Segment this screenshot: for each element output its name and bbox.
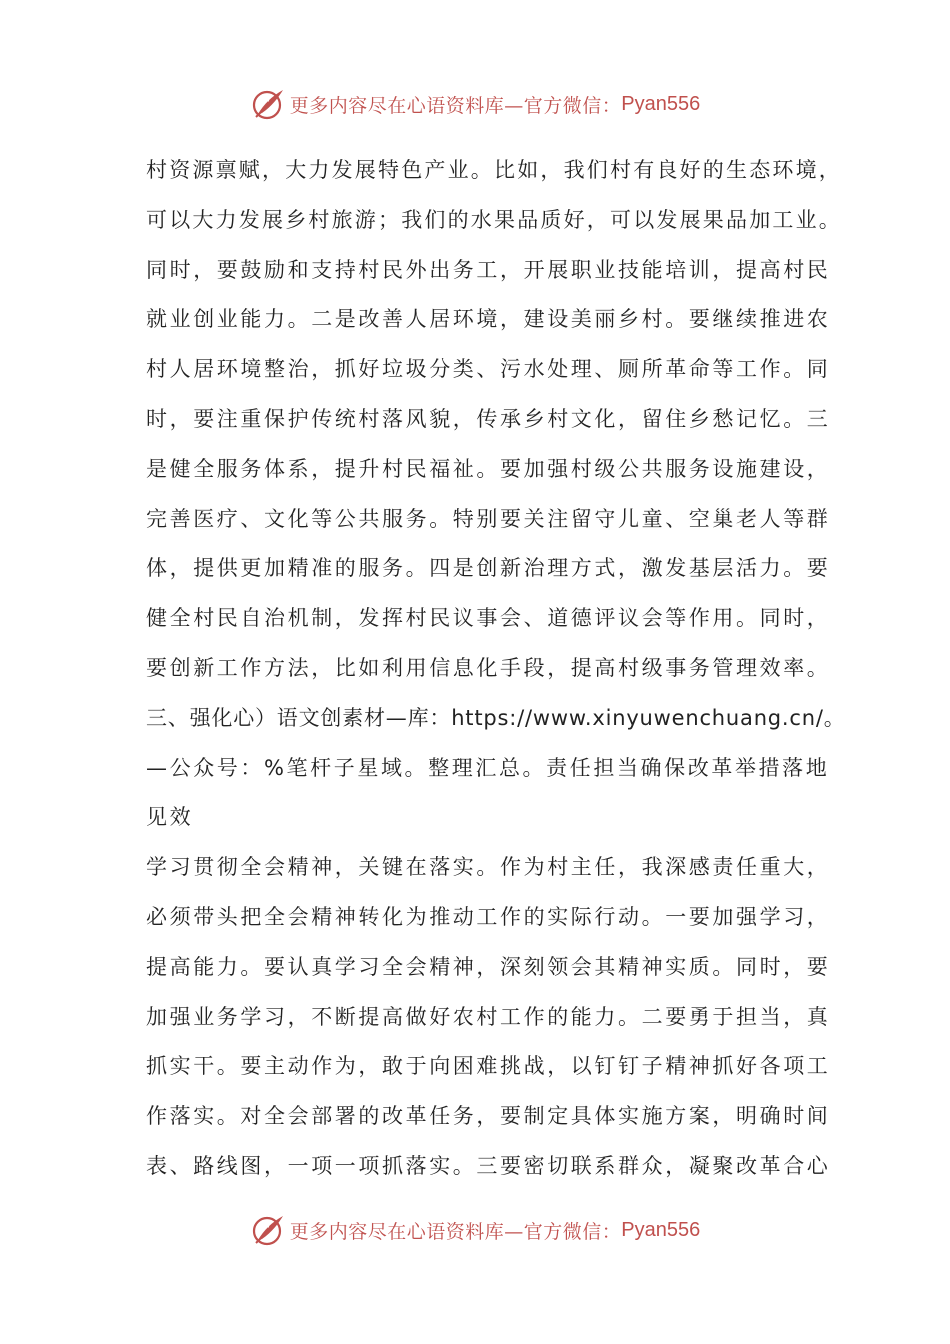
body-line: 是健全服务体系，提升村民福祉。要加强村级公共服务设施建设， xyxy=(146,456,831,481)
section-heading-line: 见效 xyxy=(146,805,194,830)
document-body xyxy=(146,146,846,1192)
body-line: 作落实。对全会部署的改革任务，要制定具体实施方案，明确时间 xyxy=(146,1104,831,1129)
section-heading-line: 三、强化心）语文创素材—库：https://www.xinyuwenchuang.cn/。 xyxy=(146,705,846,730)
body-line: 可以大力发展乡村旅游；我们的水果品质好，可以发展果品加工业。 xyxy=(146,207,842,232)
quill-logo-icon xyxy=(250,86,286,122)
body-line: 健全村民自治机制，发挥村民议事会、道德评议会等作用。同时， xyxy=(146,606,831,631)
footer-wechat-id: Pyan556 xyxy=(621,1218,701,1241)
body-line: 学习贯彻全会精神，关键在落实。作为村主任，我深感责任重大， xyxy=(146,855,831,880)
body-line: 必须带头把全会精神转化为推动工作的实际行动。一要加强学习， xyxy=(146,904,831,929)
header-wechat-id: Pyan556 xyxy=(621,92,701,115)
body-line: 加强业务学习，不断提高做好农村工作的能力。二要勇于担当，真 xyxy=(146,1004,831,1029)
body-line: 村人居环境整治，抓好垃圾分类、污水处理、厕所革命等工作。同 xyxy=(146,357,831,382)
body-line: 同时，要鼓励和支持村民外出务工，开展职业技能培训，提高村民 xyxy=(146,257,831,282)
body-line: 时，要注重保护传统村落风貌，传承乡村文化，留住乡愁记忆。三 xyxy=(146,406,831,431)
body-line: 表、路线图，一项一项抓落实。三要密切联系群众，凝聚改革合心 xyxy=(146,1153,831,1178)
footer-banner xyxy=(0,1210,950,1250)
header-banner-text: 更多内容尽在心语资料库—官方微信： xyxy=(289,94,622,117)
section-heading-line: —公众号：%笔杆子星域。整理汇总。责任担当确保改革举措落地 xyxy=(146,755,830,780)
header-banner xyxy=(0,84,950,124)
footer-banner-text: 更多内容尽在心语资料库—官方微信： xyxy=(289,1220,622,1243)
body-line: 抓实干。要主动作为，敢于向困难挑战，以钉钉子精神抓好各项工 xyxy=(146,1054,831,1079)
body-line: 要创新工作方法，比如利用信息化手段，提高村级事务管理效率。 xyxy=(146,655,831,680)
quill-logo-icon xyxy=(250,1212,286,1248)
body-line: 体，提供更加精准的服务。四是创新治理方式，激发基层活力。要 xyxy=(146,556,831,581)
body-line: 提高能力。要认真学习全会精神，深刻领会其精神实质。同时，要 xyxy=(146,954,831,979)
body-line: 村资源禀赋，大力发展特色产业。比如，我们村有良好的生态环境， xyxy=(146,158,842,182)
body-line: 完善医疗、文化等公共服务。特别要关注留守儿童、空巢老人等群 xyxy=(146,506,831,531)
body-line: 就业创业能力。二是改善人居环境，建设美丽乡村。要继续推进农 xyxy=(146,307,831,332)
